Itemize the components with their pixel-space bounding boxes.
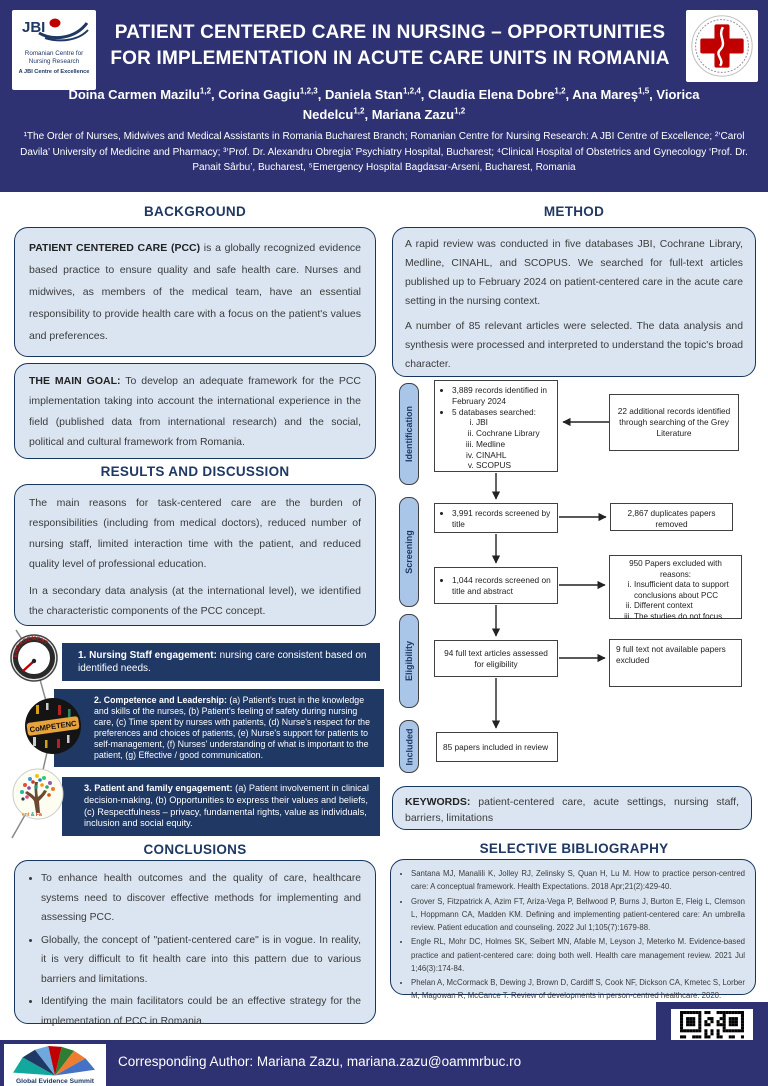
svg-text:ENGAGEMENT: ENGAGEMENT	[12, 635, 49, 658]
title-line-2: FOR IMPLEMENTATION IN ACUTE CARE UNITS IN ROMANIA	[110, 47, 670, 69]
results-paragraph-1: The main reasons for task-centered care are the burden of responsibilities (including from medical doctors), reduced number of nursing staff, limited interaction time with the patient, and reduced quality level of professional education.	[29, 497, 361, 571]
section-title-bibliography: SELECTIVE BIBLIOGRAPHY	[479, 841, 669, 856]
list-item: ii. Different context	[634, 601, 737, 612]
global-evidence-summit-logo	[4, 1044, 106, 1086]
results-box	[14, 484, 376, 626]
jbi-logo-subcaption: A JBI Centre of Excellence	[18, 68, 90, 75]
oammr-logo	[686, 10, 758, 82]
flow-box-fulltext-assessed: 94 full text articles assessed for eligibility	[434, 640, 558, 677]
method-paragraph-1: A rapid review was conducted in five databases JBI, Cochrane Library, Medline, CINAHL, and SCOPUS. We searched for full-text articles published up to February 2024 on patient-centered care in the acute care setting in the nursing context.	[405, 239, 743, 307]
flow-stage-screening: Screening	[399, 497, 419, 607]
section-title-method: METHOD	[543, 204, 605, 219]
method-paragraph-2: A number of 85 relevant articles were selected. The data analysis and synthesis were processed and interpreted to understand the topic's broad character.	[405, 320, 743, 370]
list-item: i. JBI	[476, 417, 551, 428]
background-pcc-box: PATIENT CENTERED CARE (PCC) is a globally recognized evidence based practice to ensure quality and safe health care. Nurses and midwives, as members of the medical team, have an essential responsibility to provide health care with a focus on the patient's values and preferences.	[14, 227, 376, 357]
main-goal-box: THE MAIN GOAL: To develop an adequate framework for the PCC implementation taking into account the international experience in the field (published data from international research) and the social, political and cultural framework from Romania.	[14, 363, 376, 459]
result-item-3-box: 3. Patient and family engagement: (a) Patient involvement in clinical decision-making, (b) Opportunities to express their values and beliefs, (c) Respectfulness – privacy, fundamental rights, value as individuals, inclusion and social equity.	[62, 777, 380, 836]
list-item: • Phelan A, McCormack B, Dewing J, Brown D, Cardiff S, Cook NF, Dickson CA, Kmetec S, Lorber M, Magowan R, McCance T. Review of developments in person-centred healthcare. 2020.	[411, 976, 745, 1003]
flow-stage-identification: Identification	[399, 383, 419, 485]
list-item: v. SCOPUS	[476, 460, 551, 471]
section-title-results: RESULTS AND DISCUSSION	[100, 464, 290, 479]
list-item: • Santana MJ, Manalili K, Jolley RJ, Zelinsky S, Quan H, Lu M. How to practice person-centred care: A conceptual framework. Health Expectations. 2018 Apr;21(2):429-40.	[411, 867, 745, 894]
competence-wordcloud-icon	[24, 697, 82, 755]
ges-fan-icon	[7, 1045, 103, 1085]
flow-box-screened-abstract: • 1,044 records screened on title and abstract	[434, 567, 558, 604]
poster-footer	[0, 1040, 768, 1086]
list-item: • Grover S, Fitzpatrick A, Azim FT, Ariza-Vega P, Bellwood P, Burns J, Burton E, Fleig L, Clemson L, Hoppmann CA, Madden KM. Defining and implementing patient-centered care: An umbrella review. Patient education and counseling. 2022 Jul 1;105(7):1679-88.	[411, 895, 745, 935]
flow-box-grey-literature: 22 additional records identified through searching of the Grey Literature	[609, 394, 739, 451]
keywords-box: KEYWORDS: patient-centered care, acute settings, nursing staff, barriers, limitations	[392, 786, 752, 830]
ges-caption: Global Evidence Summit	[15, 1078, 95, 1085]
family-tree-icon	[12, 768, 64, 820]
flow-box-fulltext-excluded: 9 full text not available papers excluded	[609, 639, 742, 687]
poster-title	[104, 20, 676, 71]
jbi-logo-caption: Romanian Centre for Nursing Research	[24, 50, 84, 65]
method-box	[392, 227, 756, 377]
excluded-reasons-title: 950 Papers excluded with reasons:	[629, 559, 722, 579]
bibliography-list	[399, 867, 745, 1003]
flow-box-duplicates-removed: 2,867 duplicates papers removed	[610, 503, 733, 531]
list-item: i. Insufficient data to support conclusions about PCC	[634, 580, 737, 601]
results-paragraph-2: In a secondary data analysis (at the international level), we identified the characteristic components of the PCC concept.	[29, 584, 361, 618]
section-title-background: BACKGROUND	[144, 204, 246, 219]
conclusions-list	[25, 869, 361, 1032]
svg-text:ent & Fa: ent & Fa	[22, 812, 42, 818]
bibliography-box	[390, 859, 756, 1001]
corresponding-author: Corresponding Author: Mariana Zazu, mariana.zazu@oammrbuc.ro	[118, 1054, 522, 1069]
jbi-red-dot	[50, 19, 61, 28]
flow-stage-included: Included	[399, 720, 419, 773]
svg-text:CoMPETENC: CoMPETENC	[29, 718, 78, 735]
list-item: iv. CINAHL	[476, 450, 551, 461]
flow-stage-eligibility: Eligibility	[399, 614, 419, 708]
conclusions-box	[14, 860, 376, 1027]
section-title-conclusions: CONCLUSIONS	[143, 842, 247, 857]
list-item: • To enhance health outcomes and the quality of care, healthcare systems need to discover effective methods for implementing and assessing PCC.	[41, 869, 361, 928]
red-cross-icon	[689, 13, 755, 79]
flow-arrows	[390, 370, 768, 790]
engagement-gauge-icon	[10, 634, 58, 682]
list-item: • Globally, the concept of "patient-centered care" is in vogue. In reality, it is very difficult to fit health care into this pattern due to various barriers and limitations.	[41, 931, 361, 990]
poster-header	[0, 0, 768, 192]
flow-databases-label: 5 databases searched:	[452, 406, 536, 417]
flow-box-included-review: 85 papers included in review	[436, 732, 558, 762]
jbi-logo-mark	[15, 13, 93, 43]
list-item: • Engle RL, Mohr DC, Holmes SK, Seibert MN, Afable M, Leyson J, Meterko M. Evidence-based practice and patient-centered care: doing both well. Health care management review. 2021 Jul 1;46(3):174-84.	[411, 935, 745, 975]
flow-box-screened-title: • 3,991 records screened by title	[434, 503, 558, 533]
list-item: ii. Cochrane Library	[476, 428, 551, 439]
list-item: iii. The studies do not focus	[634, 612, 737, 623]
jbi-logo-text: JBI	[22, 19, 46, 36]
flow-records-identified: • 3,889 records identified in February 2024	[452, 385, 551, 407]
result-item-2-box: 2. Competence and Leadership: (a) Patient's trust in the knowledge and skills of the nurses, (b) Patient's feeling of safety during nursing care, (c) Time spent by nurses with patients, (d) Nurse's respect for the preferences and choices of patients, (e) Nurse's support for patients to self-management, (f) Nurses' understanding of what is important to the patient, (g) Effective / good communication.	[54, 689, 384, 767]
affiliations: ¹The Order of Nurses, Midwives and Medical Assistants in Romania Bucharest Branch; Romanian Centre for Nursing Research: A JBI Centre of Excellence; ²‘Carol Davila’ University of Medicine and Pharmacy; ³‘Prof. Dr. Alexandru Obregia’ Psychiatry Hospital, Bucharest; ⁴Clinical Hospital of Obstetrics and Gynecology ‘Prof. Dr. Panait Sârbu’, Bucharest, ⁵Emergency Hospital Bagdasar-Arseni, Bucharest, Romania	[20, 131, 748, 173]
result-item-1-box: 1. Nursing Staff engagement: nursing care consistent based on identified needs.	[62, 643, 380, 681]
list-item: iii. Medline	[476, 439, 551, 450]
title-line-1: PATIENT CENTERED CARE IN NURSING – OPPORTUNITIES	[114, 22, 666, 43]
authors-line: Doina Carmen Mazilu$^{1,2}$, Corina Gagiu$^{1,2,3}$, Daniela Stan$^{1,2,4}$, Claudia Elena Dobre$^{1,2}$, Ana Mareș$^{1,5}$, Viorica Nedelcu$^{1,2}$, Mariana Zazu$^{1,2}$	[68, 86, 700, 123]
jbi-logo	[12, 10, 96, 90]
list-item: • Identifying the main facilitators could be an effective strategy for the implementation of PCC in Romania.	[41, 992, 361, 1031]
